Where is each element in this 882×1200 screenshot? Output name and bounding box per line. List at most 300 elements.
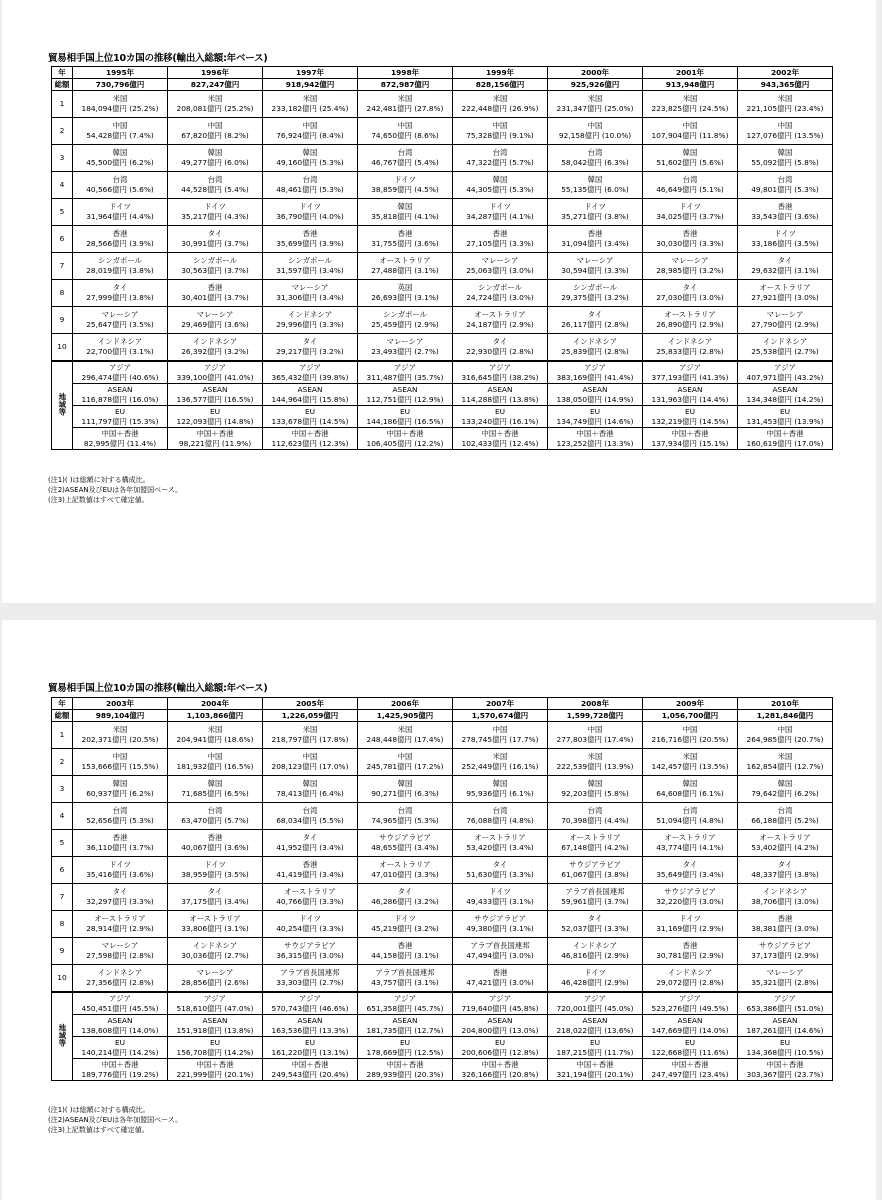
region-cell	[168, 992, 263, 1015]
rank-row	[52, 91, 833, 118]
country-name: ドイツ	[679, 914, 701, 924]
rank-number: 4	[52, 803, 73, 830]
country-name: アラブ首長国連邦	[280, 968, 340, 978]
country-name: インドネシア	[192, 337, 238, 347]
country-name: マレーシア	[101, 941, 139, 951]
partner-cell	[548, 722, 643, 749]
trade-value: 31,169億円 (2.9%)	[656, 924, 724, 933]
region-name: 中国＋香港	[766, 1059, 804, 1069]
trade-value: 25,833億円 (2.8%)	[656, 347, 724, 356]
country-name: ドイツ	[204, 860, 226, 870]
partner-cell	[643, 307, 738, 334]
partner-cell	[738, 172, 833, 199]
trade-value: 28,914億円 (2.9%)	[86, 924, 154, 933]
country-name: マレーシア	[576, 256, 614, 266]
partner-cell	[643, 938, 738, 965]
country-name: アラブ首長国連邦	[375, 968, 435, 978]
country-name: オーストラリア	[94, 914, 146, 924]
trade-value: 29,996億円 (3.3%)	[276, 320, 344, 329]
country-name: 中国	[397, 121, 413, 131]
partner-cell	[358, 938, 453, 965]
country-name: インドネシア	[667, 968, 713, 978]
country-name: オーストラリア	[664, 310, 716, 320]
region-name: ASEAN	[202, 384, 228, 394]
region-name: EU	[209, 1037, 221, 1047]
country-name: 韓国	[682, 779, 698, 789]
partner-cell	[73, 722, 168, 749]
trade-value: 231,347億円 (25.0%)	[556, 104, 634, 113]
region-row	[52, 428, 833, 450]
partner-cell	[73, 884, 168, 911]
year-header: 2010年	[738, 698, 833, 710]
region-name: アジア	[299, 993, 321, 1003]
trade-value: 49,801億円 (5.3%)	[751, 185, 819, 194]
partner-cell	[73, 911, 168, 938]
partner-cell	[453, 91, 548, 118]
region-cell	[358, 992, 453, 1015]
partner-cell	[453, 830, 548, 857]
country-name: サウジアラビア	[379, 833, 431, 843]
region-name: ASEAN	[677, 1015, 703, 1025]
country-name: 米国	[397, 94, 413, 104]
country-name: マレーシア	[766, 310, 804, 320]
trade-value: 223,825億円 (24.5%)	[651, 104, 729, 113]
trade-value: 29,469億円 (3.6%)	[181, 320, 249, 329]
partner-cell	[73, 938, 168, 965]
country-name: 中国	[207, 121, 223, 131]
country-name: 米国	[682, 752, 698, 762]
partner-cell	[643, 830, 738, 857]
region-cell	[358, 1015, 453, 1037]
trade-value: 153,666億円 (15.5%)	[81, 762, 159, 771]
partner-cell	[548, 118, 643, 145]
partner-cell	[738, 938, 833, 965]
trade-value: 28,019億円 (3.8%)	[86, 266, 154, 275]
rank-number: 4	[52, 172, 73, 199]
partner-cell	[168, 199, 263, 226]
partner-cell	[168, 857, 263, 884]
partner-cell	[263, 91, 358, 118]
trade-value: 45,500億円 (6.2%)	[86, 158, 154, 167]
trade-value: 31,094億円 (3.4%)	[561, 239, 629, 248]
country-name: 韓国	[302, 779, 318, 789]
region-name: EU	[494, 1037, 506, 1047]
region-value: 163,536億円 (13.3%)	[271, 1025, 349, 1035]
rank-row	[52, 226, 833, 253]
partner-cell	[453, 199, 548, 226]
partner-cell	[453, 857, 548, 884]
country-name: マレーシア	[386, 337, 424, 347]
region-cell	[73, 992, 168, 1015]
trade-value: 23,493億円 (2.7%)	[371, 347, 439, 356]
trade-value: 74,965億円 (5.3%)	[371, 816, 439, 825]
total-value: 1,226,059億円	[263, 710, 358, 722]
country-name: ドイツ	[489, 202, 511, 212]
country-name: 中国	[587, 725, 603, 735]
partner-cell	[73, 830, 168, 857]
region-name: アジア	[584, 362, 606, 372]
partner-cell	[453, 776, 548, 803]
partner-cell	[643, 199, 738, 226]
partner-cell	[643, 118, 738, 145]
region-name: ASEAN	[107, 1015, 133, 1025]
partner-cell	[168, 334, 263, 362]
region-value: 134,348億円 (14.2%)	[746, 394, 824, 404]
region-cell	[358, 428, 453, 450]
region-name: アジア	[299, 362, 321, 372]
partner-cell	[358, 145, 453, 172]
country-name: ドイツ	[299, 914, 321, 924]
trade-value: 48,461億円 (5.3%)	[276, 185, 344, 194]
region-cell	[263, 1015, 358, 1037]
partner-cell	[263, 199, 358, 226]
trade-value: 33,303億円 (2.7%)	[276, 978, 344, 987]
partner-cell	[168, 145, 263, 172]
rank-row	[52, 884, 833, 911]
trade-value: 40,254億円 (3.3%)	[276, 924, 344, 933]
country-name: 韓国	[207, 148, 223, 158]
trade-value: 44,158億円 (3.1%)	[371, 951, 439, 960]
region-value: 161,220億円 (13.1%)	[271, 1047, 349, 1057]
year-label: 年	[52, 67, 73, 79]
trade-value: 242,481億円 (27.8%)	[366, 104, 444, 113]
year-header: 1997年	[263, 67, 358, 79]
country-name: シンガポール	[97, 256, 142, 266]
country-name: オーストラリア	[569, 833, 621, 843]
country-name: インドネシア	[97, 968, 143, 978]
region-cell	[738, 1015, 833, 1037]
region-cell	[548, 428, 643, 450]
region-name: EU	[589, 1037, 601, 1047]
trade-value: 24,187億円 (2.9%)	[466, 320, 534, 329]
trade-value: 30,781億円 (2.9%)	[656, 951, 724, 960]
region-cell	[453, 1015, 548, 1037]
country-name: シンガポール	[382, 310, 427, 320]
region-name: アジア	[204, 993, 226, 1003]
partner-cell	[358, 172, 453, 199]
partner-cell	[168, 911, 263, 938]
region-cell	[168, 361, 263, 384]
region-value: 365,432億円 (39.8%)	[271, 372, 349, 382]
total-value: 828,156億円	[453, 79, 548, 91]
trade-value: 35,649億円 (3.4%)	[656, 870, 724, 879]
partner-cell	[548, 857, 643, 884]
trade-value: 51,602億円 (5.6%)	[656, 158, 724, 167]
trade-value: 34,287億円 (4.1%)	[466, 212, 534, 221]
partner-cell	[263, 830, 358, 857]
partner-cell	[738, 118, 833, 145]
country-name: シンガポール	[572, 283, 617, 293]
region-value: 156,708億円 (14.2%)	[176, 1047, 254, 1057]
partner-cell	[168, 226, 263, 253]
partner-cell	[548, 803, 643, 830]
partner-cell	[168, 965, 263, 993]
region-name: アジア	[109, 993, 131, 1003]
trade-value: 208,081億円 (25.2%)	[176, 104, 254, 113]
partner-cell	[168, 172, 263, 199]
partner-cell	[548, 226, 643, 253]
trade-value: 49,380億円 (3.1%)	[466, 924, 534, 933]
region-name: ASEAN	[582, 384, 608, 394]
region-name: 中国＋香港	[291, 1059, 329, 1069]
region-cell	[738, 1059, 833, 1081]
partner-cell	[453, 253, 548, 280]
rank-row	[52, 118, 833, 145]
partner-cell	[548, 307, 643, 334]
region-value: 144,186億円 (16.5%)	[366, 416, 444, 426]
trade-value: 47,494億円 (3.0%)	[466, 951, 534, 960]
partner-cell	[643, 749, 738, 776]
note-line: (注2)ASEAN及びEUは各年加盟国ベース。	[48, 1116, 183, 1124]
region-value: 296,474億円 (40.6%)	[81, 372, 159, 382]
region-name: ASEAN	[772, 1015, 798, 1025]
trade-value: 44,305億円 (5.3%)	[466, 185, 534, 194]
partner-cell	[643, 172, 738, 199]
country-name: マレーシア	[671, 256, 709, 266]
country-name: ドイツ	[299, 202, 321, 212]
trade-value: 181,932億円 (16.5%)	[176, 762, 254, 771]
region-name: アジア	[394, 362, 416, 372]
region-cell	[263, 361, 358, 384]
country-name: 韓国	[397, 202, 413, 212]
country-name: タイ	[682, 860, 698, 870]
region-value: 719,640億円 (45.8%)	[461, 1003, 539, 1013]
partner-cell	[548, 749, 643, 776]
partner-cell	[453, 118, 548, 145]
rank-number: 7	[52, 253, 73, 280]
country-name: 香港	[777, 914, 793, 924]
trade-value: 28,566億円 (3.9%)	[86, 239, 154, 248]
region-row	[52, 384, 833, 406]
country-name: ドイツ	[774, 229, 796, 239]
country-name: オーストラリア	[664, 833, 716, 843]
region-cell	[548, 1059, 643, 1081]
region-value: 98,221億円 (11.9%)	[178, 438, 252, 448]
trade-value: 29,632億円 (3.1%)	[751, 266, 819, 275]
region-value: 112,751億円 (12.9%)	[366, 394, 444, 404]
region-label	[52, 361, 73, 450]
region-value: 82,995億円 (11.4%)	[83, 438, 157, 448]
total-label: 総額	[52, 710, 73, 722]
year-header: 1995年	[73, 67, 168, 79]
country-name: 香港	[492, 968, 508, 978]
partner-cell	[453, 722, 548, 749]
rank-row	[52, 803, 833, 830]
region-cell	[358, 406, 453, 428]
trade-value: 55,092億円 (5.8%)	[751, 158, 819, 167]
partner-cell	[738, 253, 833, 280]
country-name: 台湾	[587, 148, 603, 158]
region-value: 137,934億円 (15.1%)	[651, 438, 729, 448]
total-label: 総額	[52, 79, 73, 91]
total-value: 730,796億円	[73, 79, 168, 91]
country-name: マレーシア	[766, 968, 804, 978]
country-name: 香港	[682, 229, 698, 239]
country-name: 香港	[207, 833, 223, 843]
trade-value: 25,063億円 (3.0%)	[466, 266, 534, 275]
country-name: 米国	[397, 725, 413, 735]
trade-value: 36,790億円 (4.0%)	[276, 212, 344, 221]
region-cell	[263, 1059, 358, 1081]
rank-number: 5	[52, 199, 73, 226]
region-name: EU	[684, 406, 696, 416]
partner-cell	[548, 172, 643, 199]
partner-cell	[73, 226, 168, 253]
country-name: 中国	[302, 121, 318, 131]
country-name: 台湾	[207, 806, 223, 816]
region-cell	[548, 1015, 643, 1037]
country-name: サウジアラビア	[569, 860, 621, 870]
trade-value: 27,105億円 (3.3%)	[466, 239, 534, 248]
partner-cell	[263, 803, 358, 830]
rank-row	[52, 172, 833, 199]
region-value: 131,453億円 (13.9%)	[746, 416, 824, 426]
partner-cell	[168, 884, 263, 911]
trade-value: 29,217億円 (3.2%)	[276, 347, 344, 356]
country-name: タイ	[207, 887, 223, 897]
country-name: 台湾	[777, 175, 793, 185]
country-name: 米国	[682, 94, 698, 104]
region-value: 138,608億円 (14.0%)	[81, 1025, 159, 1035]
partner-cell	[548, 776, 643, 803]
region-name: アジア	[204, 362, 226, 372]
country-name: 米国	[777, 752, 793, 762]
partner-cell	[73, 145, 168, 172]
country-name: 韓国	[682, 148, 698, 158]
region-cell	[738, 1037, 833, 1059]
rank-row	[52, 938, 833, 965]
country-name: タイ	[587, 310, 603, 320]
partner-cell	[548, 911, 643, 938]
partner-cell	[73, 334, 168, 362]
total-value: 1,570,674億円	[453, 710, 548, 722]
region-cell	[548, 1037, 643, 1059]
trade-value: 34,025億円 (3.7%)	[656, 212, 724, 221]
country-name: 米国	[492, 752, 508, 762]
country-name: 中国	[207, 752, 223, 762]
region-cell	[73, 1059, 168, 1081]
trade-value: 222,448億円 (26.9%)	[461, 104, 539, 113]
country-name: 台湾	[112, 806, 128, 816]
partner-cell	[358, 307, 453, 334]
trade-value: 51,094億円 (4.8%)	[656, 816, 724, 825]
partner-cell	[453, 334, 548, 362]
country-name: 中国	[302, 752, 318, 762]
trade-value: 52,037億円 (3.3%)	[561, 924, 629, 933]
partner-cell	[73, 253, 168, 280]
region-name: アジア	[109, 362, 131, 372]
region-name: ASEAN	[297, 384, 323, 394]
partner-cell	[453, 911, 548, 938]
trade-value: 92,158億円 (10.0%)	[558, 131, 632, 140]
trade-value: 35,818億円 (4.1%)	[371, 212, 439, 221]
country-name: タイ	[777, 860, 793, 870]
trade-value: 48,337億円 (3.8%)	[751, 870, 819, 879]
country-name: インドネシア	[762, 887, 808, 897]
region-name: EU	[304, 1037, 316, 1047]
partner-cell	[738, 722, 833, 749]
country-name: 香港	[682, 941, 698, 951]
trade-value: 76,088億円 (4.8%)	[466, 816, 534, 825]
region-value: 116,878億円 (16.0%)	[81, 394, 159, 404]
trade-value: 30,030億円 (3.3%)	[656, 239, 724, 248]
region-row	[52, 1015, 833, 1037]
trade-value: 25,538億円 (2.7%)	[751, 347, 819, 356]
trade-value: 26,117億円 (2.8%)	[561, 320, 629, 329]
trade-value: 47,421億円 (3.0%)	[466, 978, 534, 987]
country-name: タイ	[587, 914, 603, 924]
country-name: 米国	[207, 94, 223, 104]
country-name: 中国	[112, 121, 128, 131]
region-value: 321,194億円 (20.1%)	[556, 1069, 634, 1079]
trade-value: 22,700億円 (3.1%)	[86, 347, 154, 356]
trade-value: 252,449億円 (16.1%)	[461, 762, 539, 771]
trade-value: 43,757億円 (3.1%)	[371, 978, 439, 987]
trade-value: 46,286億円 (3.2%)	[371, 897, 439, 906]
region-name: EU	[114, 406, 126, 416]
country-name: 英国	[397, 283, 413, 293]
note-line: (注1)( )は総額に対する構成比。	[48, 476, 150, 484]
rank-row	[52, 857, 833, 884]
total-value: 913,948億円	[643, 79, 738, 91]
rank-row	[52, 749, 833, 776]
trade-value: 95,936億円 (6.1%)	[466, 789, 534, 798]
country-name: 香港	[587, 229, 603, 239]
rank-number: 1	[52, 722, 73, 749]
region-cell	[738, 384, 833, 406]
country-name: 台湾	[682, 806, 698, 816]
region-cell	[453, 1037, 548, 1059]
year-header: 2003年	[73, 698, 168, 710]
partner-cell	[263, 911, 358, 938]
partner-cell	[358, 884, 453, 911]
region-value: 326,166億円 (20.8%)	[461, 1069, 539, 1079]
trade-value: 26,693億円 (3.1%)	[371, 293, 439, 302]
region-value: 653,386億円 (51.0%)	[746, 1003, 824, 1013]
country-name: 韓国	[112, 148, 128, 158]
trade-value: 30,991億円 (3.7%)	[181, 239, 249, 248]
region-name: EU	[589, 406, 601, 416]
country-name: オーストラリア	[379, 256, 431, 266]
rank-number: 10	[52, 965, 73, 993]
region-value: 407,971億円 (43.2%)	[746, 372, 824, 382]
region-cell	[738, 406, 833, 428]
region-value: 112,623億円 (12.3%)	[271, 438, 349, 448]
country-name: タイ	[777, 256, 793, 266]
trade-value: 36,110億円 (3.7%)	[86, 843, 154, 852]
country-name: タイ	[112, 283, 128, 293]
table-title: 貿易相手国上位10カ国の推移(輸出入総額:年ベース)	[48, 683, 268, 694]
trade-value: 46,816億円 (2.9%)	[561, 951, 629, 960]
region-name: アジア	[489, 993, 511, 1003]
partner-cell	[73, 91, 168, 118]
region-cell	[643, 992, 738, 1015]
country-name: 台湾	[397, 148, 413, 158]
trade-value: 222,539億円 (13.9%)	[556, 762, 634, 771]
trade-value: 221,105億円 (23.4%)	[746, 104, 824, 113]
country-name: サウジアラビア	[284, 941, 336, 951]
partner-cell	[263, 145, 358, 172]
trade-value: 264,985億円 (20.7%)	[746, 735, 824, 744]
trade-value: 40,766億円 (3.3%)	[276, 897, 344, 906]
trade-value: 38,959億円 (3.5%)	[181, 870, 249, 879]
country-name: ドイツ	[109, 202, 131, 212]
region-value: 178,669億円 (12.5%)	[366, 1047, 444, 1057]
region-cell	[738, 361, 833, 384]
country-name: ドイツ	[109, 860, 131, 870]
region-name: EU	[114, 1037, 126, 1047]
trade-value: 31,755億円 (3.6%)	[371, 239, 439, 248]
